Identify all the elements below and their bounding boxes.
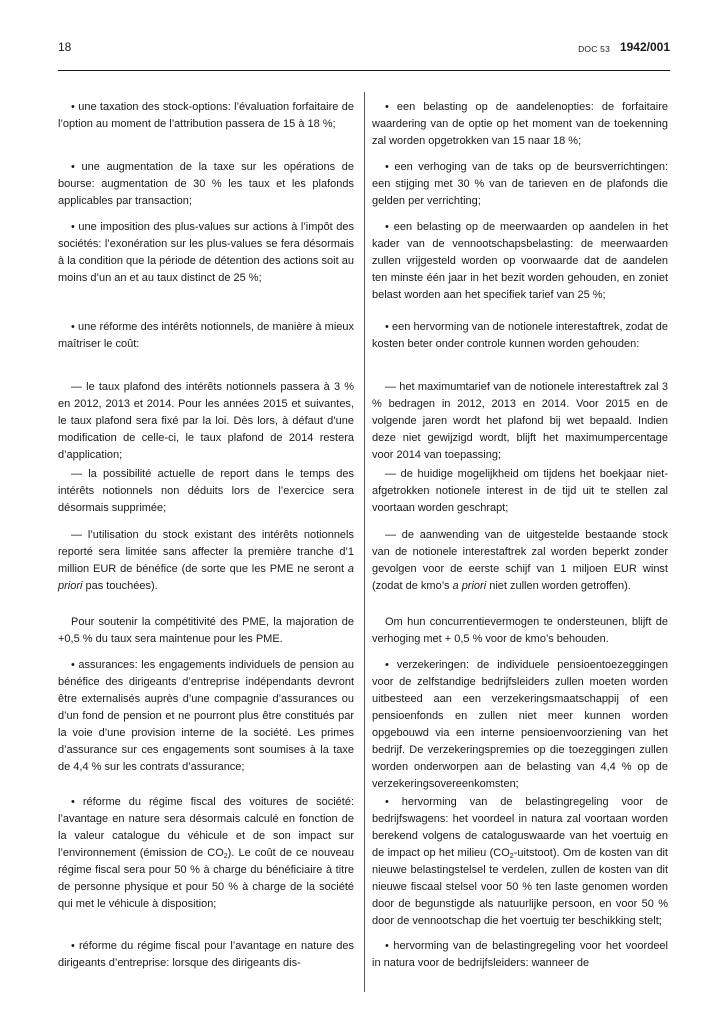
text-segment: niet zullen worden getroffen).: [486, 580, 631, 592]
dutch-paragraph: [372, 527, 668, 595]
dutch-paragraph: [372, 794, 668, 930]
dutch-paragraph: Om hun concurrentievermogen te ondersteunen, blijft de verhoging met + 0,5 % voor de kmo’s behouden.: [372, 616, 668, 645]
subscript-2: 2: [223, 853, 228, 860]
dutch-paragraph: • een verhoging van de taks op de beursverrichtingen: een stijging met 30 % van de tarieven en de plafonds die gelden per verrichting;: [372, 161, 668, 207]
text-segment: -uitstoot). Om de kosten van dit nieuwe belastingstelsel te verdelen, zullen de kosten van dit nieuwe fiscaal stelsel voor 50 % ten laste genomen worden door de begunstigde als natuurlijke persoon, en voor 50 % door de vennootschap die het voertuig ter beschikking stelt;: [372, 847, 668, 927]
french-paragraph: • assurances: les engagements individuels de pension au bénéfice des dirigeants d’entreprise indépendants devront être externalisés auprès d’une compagnie d’assurances ou d’un fond de pension et ne pourront plus être constitués par la voie d’une provision interne de la société. Les primes d’assurance sur ces engagements sont soumises à la taxe de 4,4 % sur les contrats d’assurance;: [58, 659, 354, 773]
dutch-paragraph: — het maximumtarief van de notionele interestaftrek zal 3 % bedragen in 2012, 2013 en 2014. Voor 2015 en de volgende jaren wordt het plafond bij wet bepaald. Indien deze niet gewijzigd wordt, blijft het maximumpercentage voor 2014 van toepassing;: [372, 381, 668, 461]
dutch-paragraph: • een belasting op de aandelenopties: de forfaitaire waardering van de optie op het moment van de toekenning zal worden opgetrokken van 15 naar 18 %;: [372, 101, 668, 147]
doc-label: DOC 53: [578, 44, 610, 54]
header-rule: [58, 70, 670, 71]
dutch-paragraph: • een hervorming van de notionele interestaftrek, zodat de kosten beter onder controle kunnen worden gehouden:: [372, 321, 668, 350]
text-segment: — l’utilisation du stock existant des intérêts notionnels reporté sera limitée sans affecter la première tranche d’1 million EUR de bénéfice (de sorte que les PME ne seront: [58, 529, 354, 575]
dutch-paragraph: — de huidige mogelijkheid om tijdens het boekjaar niet-afgetrokken notionele interest in de tijd uit te stellen zal voortaan worden geschrapt;: [372, 468, 668, 514]
italic-term: a priori: [452, 580, 487, 592]
text-segment: pas touchées).: [82, 580, 158, 592]
french-paragraph: • réforme du régime fiscal pour l’avantage en nature des dirigeants d’entreprise: lorsque des dirigeants dis-: [58, 940, 354, 969]
french-paragraph: • une augmentation de la taxe sur les opérations de bourse: augmentation de 30 % les taux et les plafonds applicables par transaction;: [58, 161, 354, 207]
french-paragraph: • une imposition des plus-values sur actions à l’impôt des sociétés: l’exonération sur les plus-values se fera désormais à la condition que la période de détention des actions soit au moins d’un an et au taux distinct de 25 %;: [58, 221, 354, 284]
french-paragraph: — le taux plafond des intérêts notionnels passera à 3 % en 2012, 2013 et 2014. Pour les années 2015 et suivantes, le taux plafond sera fixé par la loi. Dès lors, à défaut d’une modification de celle-ci, le taux plafond de 2014 restera d’application;: [58, 381, 354, 461]
dutch-paragraph: • verzekeringen: de individuele pensioentoezeggingen voor de zelfstandige bedrijfsleiders zullen moeten worden uitbesteed aan een verzekeringsmaatschappij of een pensioenfonds en zullen niet meer kunnen worden opgebouwd via een interne pensioenvoorziening van het bedrijf. De verzekeringspremies op die toezeggingen zullen worden onderworpen aan de belasting van 4,4 % op de verzekeringsovereenkomsten;: [372, 659, 668, 790]
dutch-paragraph: • een belasting op de meerwaarden op aandelen in het kader van de vennootschapsbelasting: de meerwaarden zullen vrijgesteld worden op voorwaarde dat de aandelen ten minste één jaar in het bezit worden gehouden, en zoniet belast worden aan het specifiek tarief van 25 %;: [372, 221, 668, 301]
french-paragraph: — la possibilité actuelle de report dans le temps des intérêts notionnels non déduits lors de l’exercice sera désormais supprimée;: [58, 468, 354, 514]
french-paragraph: Pour soutenir la compétitivité des PME, la majoration de +0,5 % du taux sera maintenue pour les PME.: [58, 616, 354, 645]
subscript-2: 2: [509, 853, 514, 860]
dutch-paragraph: • hervorming van de belastingregeling voor het voordeel in natura voor de bedrijfsleiders: wanneer de: [372, 940, 668, 969]
text-segment: • hervorming van de belastingregeling voor de bedrijfswagens: het voordeel in natura zal voortaan worden berekend volgens de cataloguswaarde van het voertuig en de impact op het milieu (CO: [372, 796, 668, 859]
page-header: [58, 36, 670, 56]
text-segment: ). Le coût de ce nouveau régime fiscal sera pour 50 % à charge du bénéficiaire à titre de personne physique et pour 50 % à charge de la société qui met le véhicule à disposition;: [58, 847, 354, 910]
french-paragraph: • une réforme des intérêts notionnels, de manière à mieux maîtriser le coût:: [58, 321, 354, 350]
text-segment: — de aanwending van de uitgestelde bestaande stock van de notionele interestaftrek zal worden beperkt zonder gevolgen voor de eerste schijf van 1 miljoen EUR winst (zodat de kmo’s: [372, 529, 668, 592]
column-divider: [364, 92, 365, 992]
doc-number: 1942/001: [619, 40, 670, 54]
french-paragraph: • une taxation des stock-options: l’évaluation forfaitaire de l’option au moment de l’attribution passera de 15 à 18 %;: [58, 101, 354, 130]
french-paragraph: [58, 794, 354, 913]
text-segment: • réforme du régime fiscal des voitures de société: l’avantage en nature sera désormais calculé en fonction de la valeur catalogue du véhicule et de son impact sur l’environnement (émission de CO: [58, 796, 354, 859]
french-paragraph: [58, 527, 354, 595]
page-number: 18: [58, 40, 72, 54]
italic-term: a priori: [58, 563, 354, 592]
